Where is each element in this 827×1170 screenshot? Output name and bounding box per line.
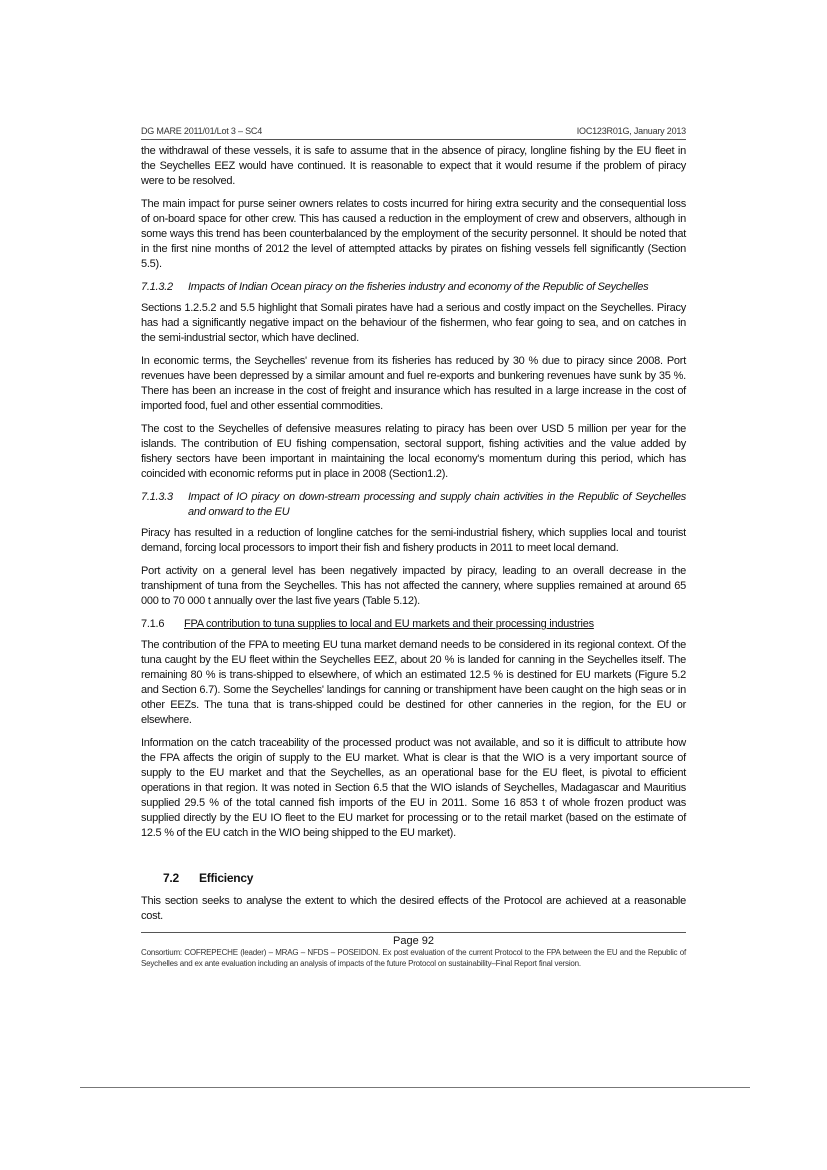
section-title: FPA contribution to tuna supplies to local and EU markets and their processing industries [184, 618, 594, 630]
paragraph: Port activity on a general level has been negatively impacted by piracy, leading to an overall decrease in the transhipment of tuna from the Seychelles. This has not affected the cannery, where supplies remained at around 65 000 to 70 000 t annually over the last five years (Table 5.12). [141, 565, 686, 607]
subsection-title: Impact of IO piracy on down-stream processing and supply chain activities in the Republic of Seychelles and onward to the EU [188, 491, 686, 518]
paragraph: the withdrawal of these vessels, it is safe to assume that in the absence of piracy, longline fishing by the EU fleet in the Seychelles EEZ would have continued. It is reasonable to expect that it would resume if the problem of piracy were to be resolved. [141, 145, 686, 187]
header-reference: DG MARE 2011/01/Lot 3 – SC4 [141, 126, 262, 136]
header-report-id: IOC123R01G, January 2013 [576, 126, 686, 136]
paragraph: The contribution of the FPA to meeting EU tuna market demand needs to be considered in its regional context. Of the tuna caught by the EU fleet within the Seychelles EEZ, about 20 % is landed for canning in the Seychelles itself. The remaining 80 % is trans-shipped to elsewhere, of which an estimated 12.5 % is destined for EU markets (Figure 5.2 and Section 6.7). Some the Seychelles' landings for canning or transhipment have been caught on the high seas or in other EEZs. The tuna that is trans-shipped could be destined for other canneries in the region, for the EU or elsewhere. [141, 639, 686, 726]
paragraph: Piracy has resulted in a reduction of longline catches for the semi-industrial fishery, which supplies local and tourist demand, forcing local processors to import their fish and fishery products in 2011 to meet local demand. [141, 527, 686, 554]
page-body [141, 144, 686, 924]
bottom-divider [80, 1087, 750, 1088]
page-footer [141, 932, 686, 969]
paragraph: The main impact for purse seiner owners relates to costs incurred for hiring extra security and the consequential loss of on-board space for other crew. This has caused a reduction in the employment of crew and observers, although in some ways this trend has been counterbalanced by the employment of the security personnel. It should be noted that in the first nine months of 2012 the level of attempted attacks by pirates on fishing vessels fell significantly (Section 5.5). [141, 198, 686, 270]
subsection-title: Impacts of Indian Ocean piracy on the fisheries industry and economy of the Republic of Seychelles [188, 281, 649, 293]
subsection-heading-7133 [141, 490, 686, 520]
subsection-heading-7132 [141, 280, 686, 295]
consortium-note: Consortium: COFREPECHE (leader) – MRAG – NFDS – POSEIDON. Ex post evaluation of the current Protocol to the FPA between the EU and the Republic of Seychelles and ex ante evaluation including an analysis of impacts of the future Protocol on sustainability–Final Report final version. [141, 948, 686, 968]
section-number: 7.1.6 [141, 618, 165, 630]
subsection-number: 7.1.3.3 [141, 491, 173, 503]
paragraph: The cost to the Seychelles of defensive measures relating to piracy has been over USD 5 million per year for the islands. The contribution of EU fishing compensation, sectoral support, fishing activities and the value added by fishery sectors have been important in maintaining the local economy's momentum during this period, which has coincided with economic reforms put in place in 2008 (Section1.2). [141, 423, 686, 480]
paragraph: Sections 1.2.5.2 and 5.5 highlight that Somali pirates have had a serious and costly impact on the Seychelles. Piracy has had a significantly negative impact on the behaviour of the fishermen, who fear going to sea, and on catches in the semi-industrial sector, which have declined. [141, 302, 686, 344]
paragraph: In economic terms, the Seychelles' revenue from its fisheries has reduced by 30 % due to piracy since 2008. Port revenues have been depressed by a similar amount and fuel re-exports and bunkering revenues have sunk by 35 %. There has been an increase in the cost of freight and insurance which has resulted in a large increase in the cost of imported food, fuel and other essential commodities. [141, 355, 686, 412]
section-heading-72 [163, 871, 686, 886]
section-number: 7.2 [163, 871, 179, 885]
paragraph: Information on the catch traceability of the processed product was not available, and so it is difficult to attribute how the FPA affects the origin of supply to the EU market. What is clear is that the WIO is a very important source of supply to the EU market and that the Seychelles, as an operational base for the EU fleet, is pivotal to efficient operations in that region. It was noted in Section 6.5 that the WIO islands of Seychelles, Madagascar and Mauritius supplied 29.5 % of the total canned fish imports of the EU in 2011. Some 16 853 t of whole frozen product was supplied directly by the EU IO fleet to the EU market for processing or to the retail market (based on the estimate of 12.5 % of the EU catch in the WIO being shipped to the EU market). [141, 737, 686, 839]
subsection-number: 7.1.3.2 [141, 281, 173, 293]
section-title: Efficiency [199, 871, 254, 885]
section-heading-716 [141, 617, 686, 632]
page-number: Page 92 [393, 935, 434, 947]
page-header [141, 126, 686, 140]
paragraph: This section seeks to analyse the extent to which the desired effects of the Protocol are achieved at a reasonable cost. [141, 895, 686, 922]
document-page [141, 126, 686, 969]
